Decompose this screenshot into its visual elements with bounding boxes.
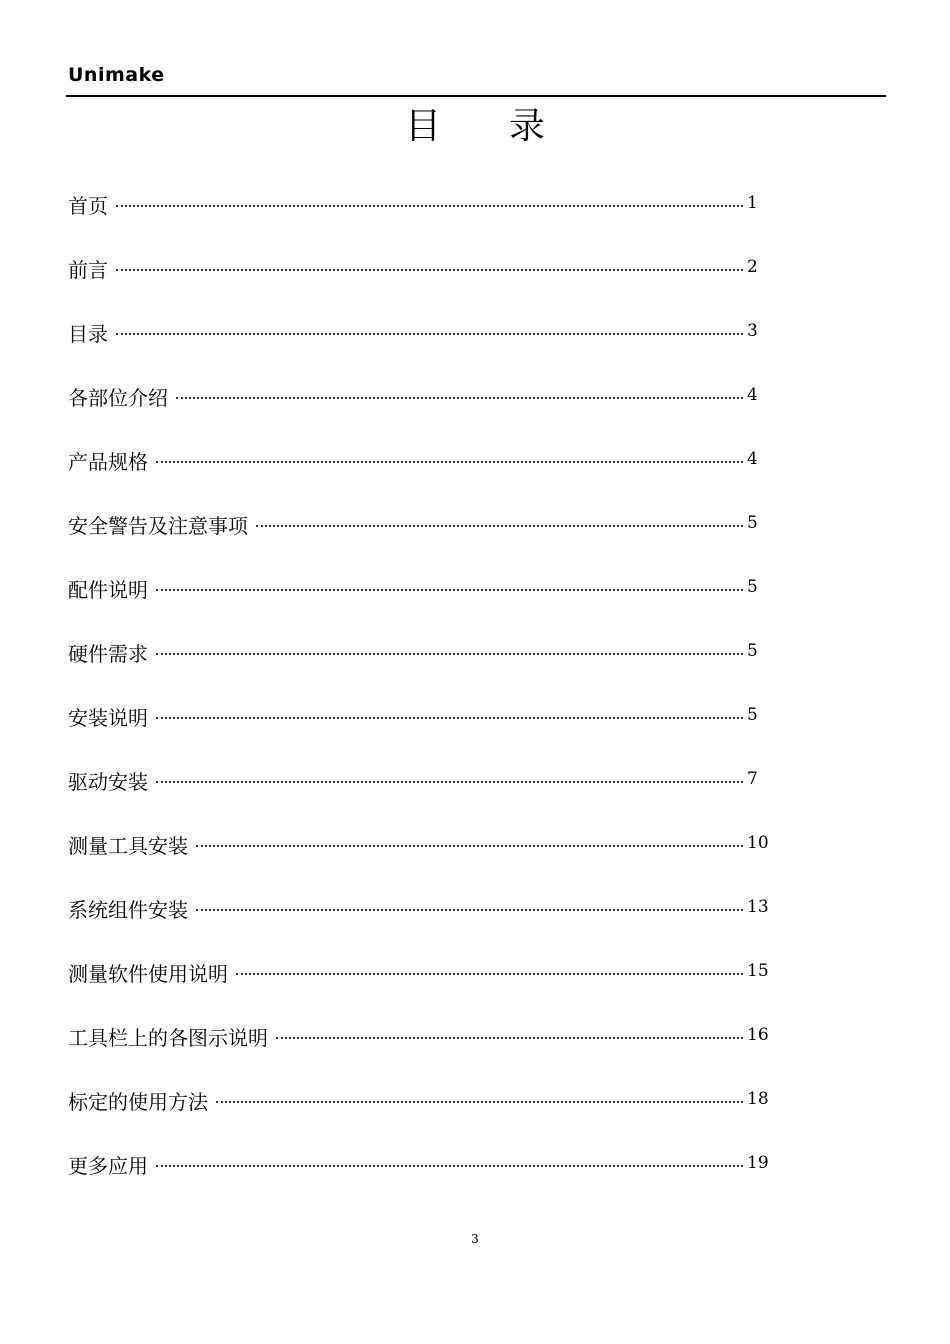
toc-entry-label: 硬件需求 <box>68 638 150 667</box>
toc-entry-page: 18 <box>747 1089 769 1109</box>
toc-leader-dots <box>176 397 743 399</box>
toc-entry[interactable] <box>68 1018 768 1082</box>
toc-entry-page: 4 <box>747 449 758 469</box>
brand-name: Unimake <box>68 64 165 86</box>
toc-leader-dots <box>256 525 743 527</box>
page-title: 目录 <box>404 106 613 147</box>
toc-entry-label: 系统组件安装 <box>68 894 190 923</box>
page-number: 3 <box>471 1232 479 1246</box>
toc-entry-page: 1 <box>747 193 758 213</box>
toc-entry-page: 15 <box>747 961 769 981</box>
toc-entry-label: 标定的使用方法 <box>68 1086 210 1115</box>
toc-entry[interactable] <box>68 314 768 378</box>
toc-entry-label: 测量工具安装 <box>68 830 190 859</box>
toc-leader-dots <box>216 1101 743 1103</box>
toc-entry-page: 5 <box>747 513 758 533</box>
toc-entry-label: 工具栏上的各图示说明 <box>68 1022 270 1051</box>
toc-entry-label: 各部位介绍 <box>68 382 170 411</box>
toc-entry-label: 驱动安装 <box>68 766 150 795</box>
toc-entry-label: 安装说明 <box>68 702 150 731</box>
toc-entry-label: 前言 <box>68 254 110 283</box>
toc-entry[interactable] <box>68 442 768 506</box>
toc-entry[interactable] <box>68 1082 768 1146</box>
toc-entry[interactable] <box>68 762 768 826</box>
toc-entry-page: 19 <box>747 1153 769 1173</box>
toc-leader-dots <box>156 589 743 591</box>
toc-entry-page: 4 <box>747 385 758 405</box>
toc-entry-label: 首页 <box>68 190 110 219</box>
toc-leader-dots <box>196 909 743 911</box>
toc-leader-dots <box>116 333 743 335</box>
toc-leader-dots <box>156 781 743 783</box>
toc-entry[interactable] <box>68 186 768 250</box>
header-rule <box>66 95 886 97</box>
toc-entry[interactable] <box>68 890 768 954</box>
toc-entry[interactable] <box>68 570 768 634</box>
toc-entry-label: 目录 <box>68 318 110 347</box>
toc-entry-page: 10 <box>747 833 769 853</box>
toc-entry-page: 3 <box>747 321 758 341</box>
toc-entry-page: 5 <box>747 641 758 661</box>
table-of-contents <box>68 186 768 1210</box>
toc-leader-dots <box>116 269 743 271</box>
toc-leader-dots <box>156 653 743 655</box>
toc-entry-label: 产品规格 <box>68 446 150 475</box>
toc-entry-page: 13 <box>747 897 769 917</box>
toc-entry-page: 2 <box>747 257 758 277</box>
toc-entry-page: 5 <box>747 705 758 725</box>
toc-leader-dots <box>156 1165 743 1167</box>
toc-leader-dots <box>236 973 743 975</box>
toc-leader-dots <box>156 717 743 719</box>
toc-entry[interactable] <box>68 698 768 762</box>
toc-leader-dots <box>196 845 743 847</box>
toc-entry-label: 配件说明 <box>68 574 150 603</box>
toc-leader-dots <box>116 205 743 207</box>
toc-entry-label: 测量软件使用说明 <box>68 958 230 987</box>
toc-entry-page: 5 <box>747 577 758 597</box>
toc-leader-dots <box>276 1037 743 1039</box>
toc-entry[interactable] <box>68 506 768 570</box>
toc-leader-dots <box>156 461 743 463</box>
toc-entry[interactable] <box>68 1146 768 1210</box>
toc-entry[interactable] <box>68 954 768 1018</box>
toc-entry-label: 安全警告及注意事项 <box>68 510 250 539</box>
toc-entry-page: 16 <box>747 1025 769 1045</box>
toc-entry[interactable] <box>68 378 768 442</box>
toc-entry-page: 7 <box>747 769 758 789</box>
toc-entry-label: 更多应用 <box>68 1150 150 1179</box>
toc-entry[interactable] <box>68 250 768 314</box>
toc-entry[interactable] <box>68 634 768 698</box>
toc-entry[interactable] <box>68 826 768 890</box>
